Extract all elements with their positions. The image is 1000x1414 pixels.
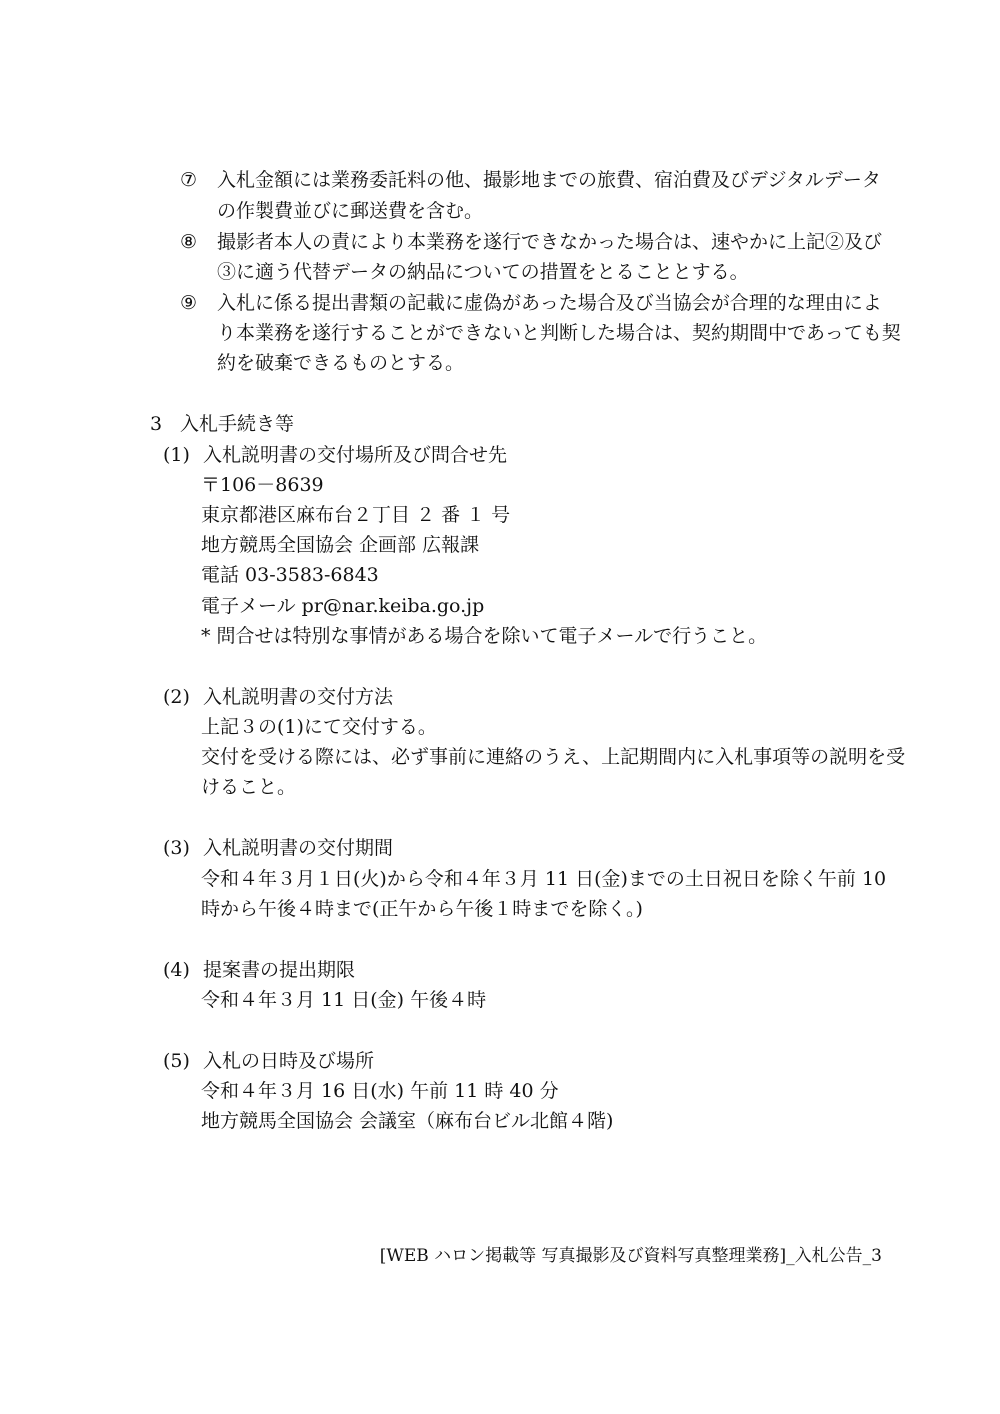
item-7-marker: ⑦ xyxy=(180,169,198,191)
sub-3-number: (3) xyxy=(163,837,190,859)
item-8-line-2: ③に適う代替データの納品についての措置をとることとする。 xyxy=(217,261,749,283)
item-7-line-1: 入札金額には業務委託料の他、撮影地までの旅費、宿泊費及びデジタルデータ xyxy=(217,169,881,191)
item-9-line-1: 入札に係る提出書類の記載に虚偽があった場合及び当協会が合理的な理由によ xyxy=(217,292,882,314)
item-8-marker: ⑧ xyxy=(180,231,198,253)
sub-5-number: (5) xyxy=(163,1050,190,1072)
sub-2-number: (2) xyxy=(163,686,190,708)
sub-3-line-2: 時から午後４時まで(正午から午後１時までを除く。) xyxy=(201,898,643,920)
sub-4-title: 提案書の提出期限 xyxy=(203,959,356,981)
sub-2-line-1: 上記３の(1)にて交付する。 xyxy=(201,716,437,738)
address: 東京都港区麻布台２丁目 ２ 番 １ 号 xyxy=(201,504,511,526)
sub-2-line-2: 交付を受ける際には、必ず事前に連絡のうえ、上記期間内に入札事項等の説明を受 xyxy=(201,746,906,768)
sub-3-line-1: 令和４年３月１日(火)から令和４年３月 11 日(金)までの土日祝日を除く午前 10 xyxy=(201,868,887,890)
organization: 地方競馬全国協会 企画部 広報課 xyxy=(201,534,480,556)
postal-code: 〒106－8639 xyxy=(201,474,324,496)
item-9-line-3: 約を破棄できるものとする。 xyxy=(217,352,465,374)
sub-5-line-1: 令和４年３月 16 日(水) 午前 11 時 40 分 xyxy=(201,1080,559,1102)
item-7-line-2: の作製費並びに郵送費を含む。 xyxy=(217,200,484,222)
page-footer: [WEB ハロン掲載等 写真撮影及び資料写真整理業務]_入札公告_3 xyxy=(379,1246,882,1266)
sub-1-number: (1) xyxy=(163,444,190,466)
item-8-line-1: 撮影者本人の責により本業務を遂行できなかった場合は、速やかに上記②及び xyxy=(217,231,883,253)
item-9-line-2: り本業務を遂行することができないと判断した場合は、契約期間中であっても契 xyxy=(217,322,901,344)
sub-4-number: (4) xyxy=(163,959,190,981)
sub-3-title: 入札説明書の交付期間 xyxy=(203,837,394,859)
section-3-number: 3 xyxy=(150,413,163,435)
sub-2-title: 入札説明書の交付方法 xyxy=(203,686,394,708)
sub-2-line-3: けること。 xyxy=(201,776,297,798)
sub-5-title: 入札の日時及び場所 xyxy=(203,1050,375,1072)
sub-1-title: 入札説明書の交付場所及び問合せ先 xyxy=(203,444,508,466)
sub-5-line-2: 地方競馬全国協会 会議室（麻布台ビル北館４階) xyxy=(201,1110,614,1132)
inquiry-note: * 問合せは特別な事情がある場合を除いて電子メールで行うこと。 xyxy=(201,625,768,647)
phone: 電話 03-3583-6843 xyxy=(201,564,379,586)
sub-4-line-1: 令和４年３月 11 日(金) 午後４時 xyxy=(201,989,487,1011)
email: 電子メール pr@nar.keiba.go.jp xyxy=(201,595,485,617)
section-3-title: 入札手続き等 xyxy=(180,413,295,435)
item-9-marker: ⑨ xyxy=(180,292,198,314)
